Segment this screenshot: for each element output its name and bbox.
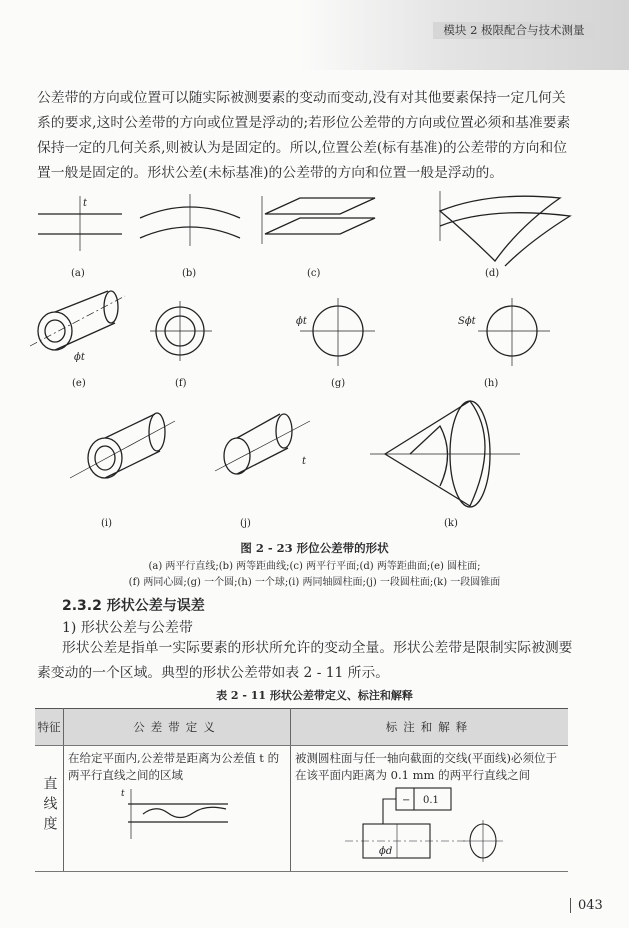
- column-header: 特征: [35, 709, 64, 746]
- symbol-t: t: [121, 789, 125, 799]
- section-paragraph: [37, 636, 617, 686]
- diagram-a: [38, 196, 122, 251]
- table-row: [35, 746, 568, 872]
- column-header: 公差带定义: [64, 709, 291, 746]
- intro-paragraph: [37, 86, 617, 186]
- figure-tolerance-zones: [0, 186, 629, 534]
- page-number: 043: [570, 898, 603, 913]
- feature-cell: 直线度: [41, 776, 58, 836]
- running-header: 模块 2 极限配合与技术测量: [433, 22, 595, 39]
- subsection-heading: 1) 形状公差与公差带: [62, 620, 193, 636]
- figure-legend-line: (a) 两平行直线;(b) 两等距曲线;(c) 两平行平面;(d) 两等距曲面;(e) 圆柱面;: [148, 561, 481, 572]
- label-j: (j): [240, 518, 251, 529]
- diagram-j: [215, 414, 310, 474]
- diagram-b: [140, 194, 240, 246]
- definition-cell: 在给定平面内,公差带是距离为公差值 t 的两平行直线之间的区域: [68, 751, 280, 782]
- figure-legend-line: (f) 两同心圆;(g) 一个圆;(h) 一个球;(i) 两同轴圆柱面;(j) 一段圆柱面;(k) 一段圆锥面: [128, 577, 501, 588]
- shape-tolerance-table: [35, 708, 568, 872]
- text-line: 公差带的方向或位置可以随实际被测要素的变动而变动,没有对其他要素保持一定几何关: [37, 90, 566, 106]
- text-line: 置一般是固定的。形状公差(未标基准)的公差带的方向和位置一般是浮动的。: [37, 165, 504, 181]
- label-i: (i): [101, 518, 113, 529]
- label-c: (c): [307, 268, 321, 279]
- straightness-callout-diagram: [295, 784, 550, 862]
- symbol-s-phi-t: Sϕt: [458, 316, 476, 327]
- symbol-phi-t: ϕt: [296, 316, 307, 327]
- table-header-row: [35, 709, 568, 746]
- symbol-t: t: [302, 456, 307, 467]
- text-line: 形状公差是指单一实际要素的形状所允许的变动全量。形状公差带是限制实际被测要: [62, 640, 573, 656]
- diagram-c: [262, 196, 375, 244]
- annotation-cell: 被测圆柱面与任一轴向截面的交线(平面线)必须位于在该平面内距离为 0.1 mm 的两平行直线之间: [295, 751, 557, 782]
- label-h: (h): [484, 378, 499, 389]
- label-d: (d): [485, 268, 500, 279]
- diagram-d: [440, 191, 570, 266]
- text-line: 素变动的一个区域。典型的形状公差带如表 2 - 11 所示。: [37, 665, 390, 681]
- section-heading: 2.3.2 形状公差与误差: [62, 598, 205, 614]
- diagram-k: [370, 401, 520, 507]
- diagram-f: [150, 301, 212, 361]
- label-k: (k): [444, 518, 458, 529]
- straightness-zone-diagram: [68, 784, 268, 842]
- straightness-symbol: −: [402, 795, 411, 806]
- table-title: 表 2 - 11 形状公差带定义、标注和解释: [216, 689, 413, 702]
- diagram-i: [70, 413, 175, 478]
- label-e: (e): [72, 378, 86, 389]
- diagram-h: [458, 298, 550, 366]
- label-b: (b): [182, 268, 197, 279]
- column-header: 标注和解释: [291, 709, 569, 746]
- symbol-t: t: [83, 198, 88, 209]
- label-f: (f): [175, 378, 187, 389]
- text-line: 系的要求,这时公差带的方向或位置是浮动的;若形位公差带的方向或位置必须和基准要素: [37, 115, 571, 131]
- diameter-label: ϕd: [379, 846, 393, 857]
- figure-title: 图 2 - 23 形位公差带的形状: [240, 541, 389, 555]
- symbol-phi-t: ϕt: [74, 352, 85, 363]
- tolerance-value: 0.1: [423, 795, 439, 806]
- label-g: (g): [331, 378, 346, 389]
- diagram-g: [296, 298, 375, 366]
- diagram-e: [30, 291, 125, 363]
- text-line: 保持一定的几何关系,则被认为是固定的。所以,位置公差(标有基准)的公差带的方向和位: [37, 140, 568, 156]
- label-a: (a): [71, 268, 85, 279]
